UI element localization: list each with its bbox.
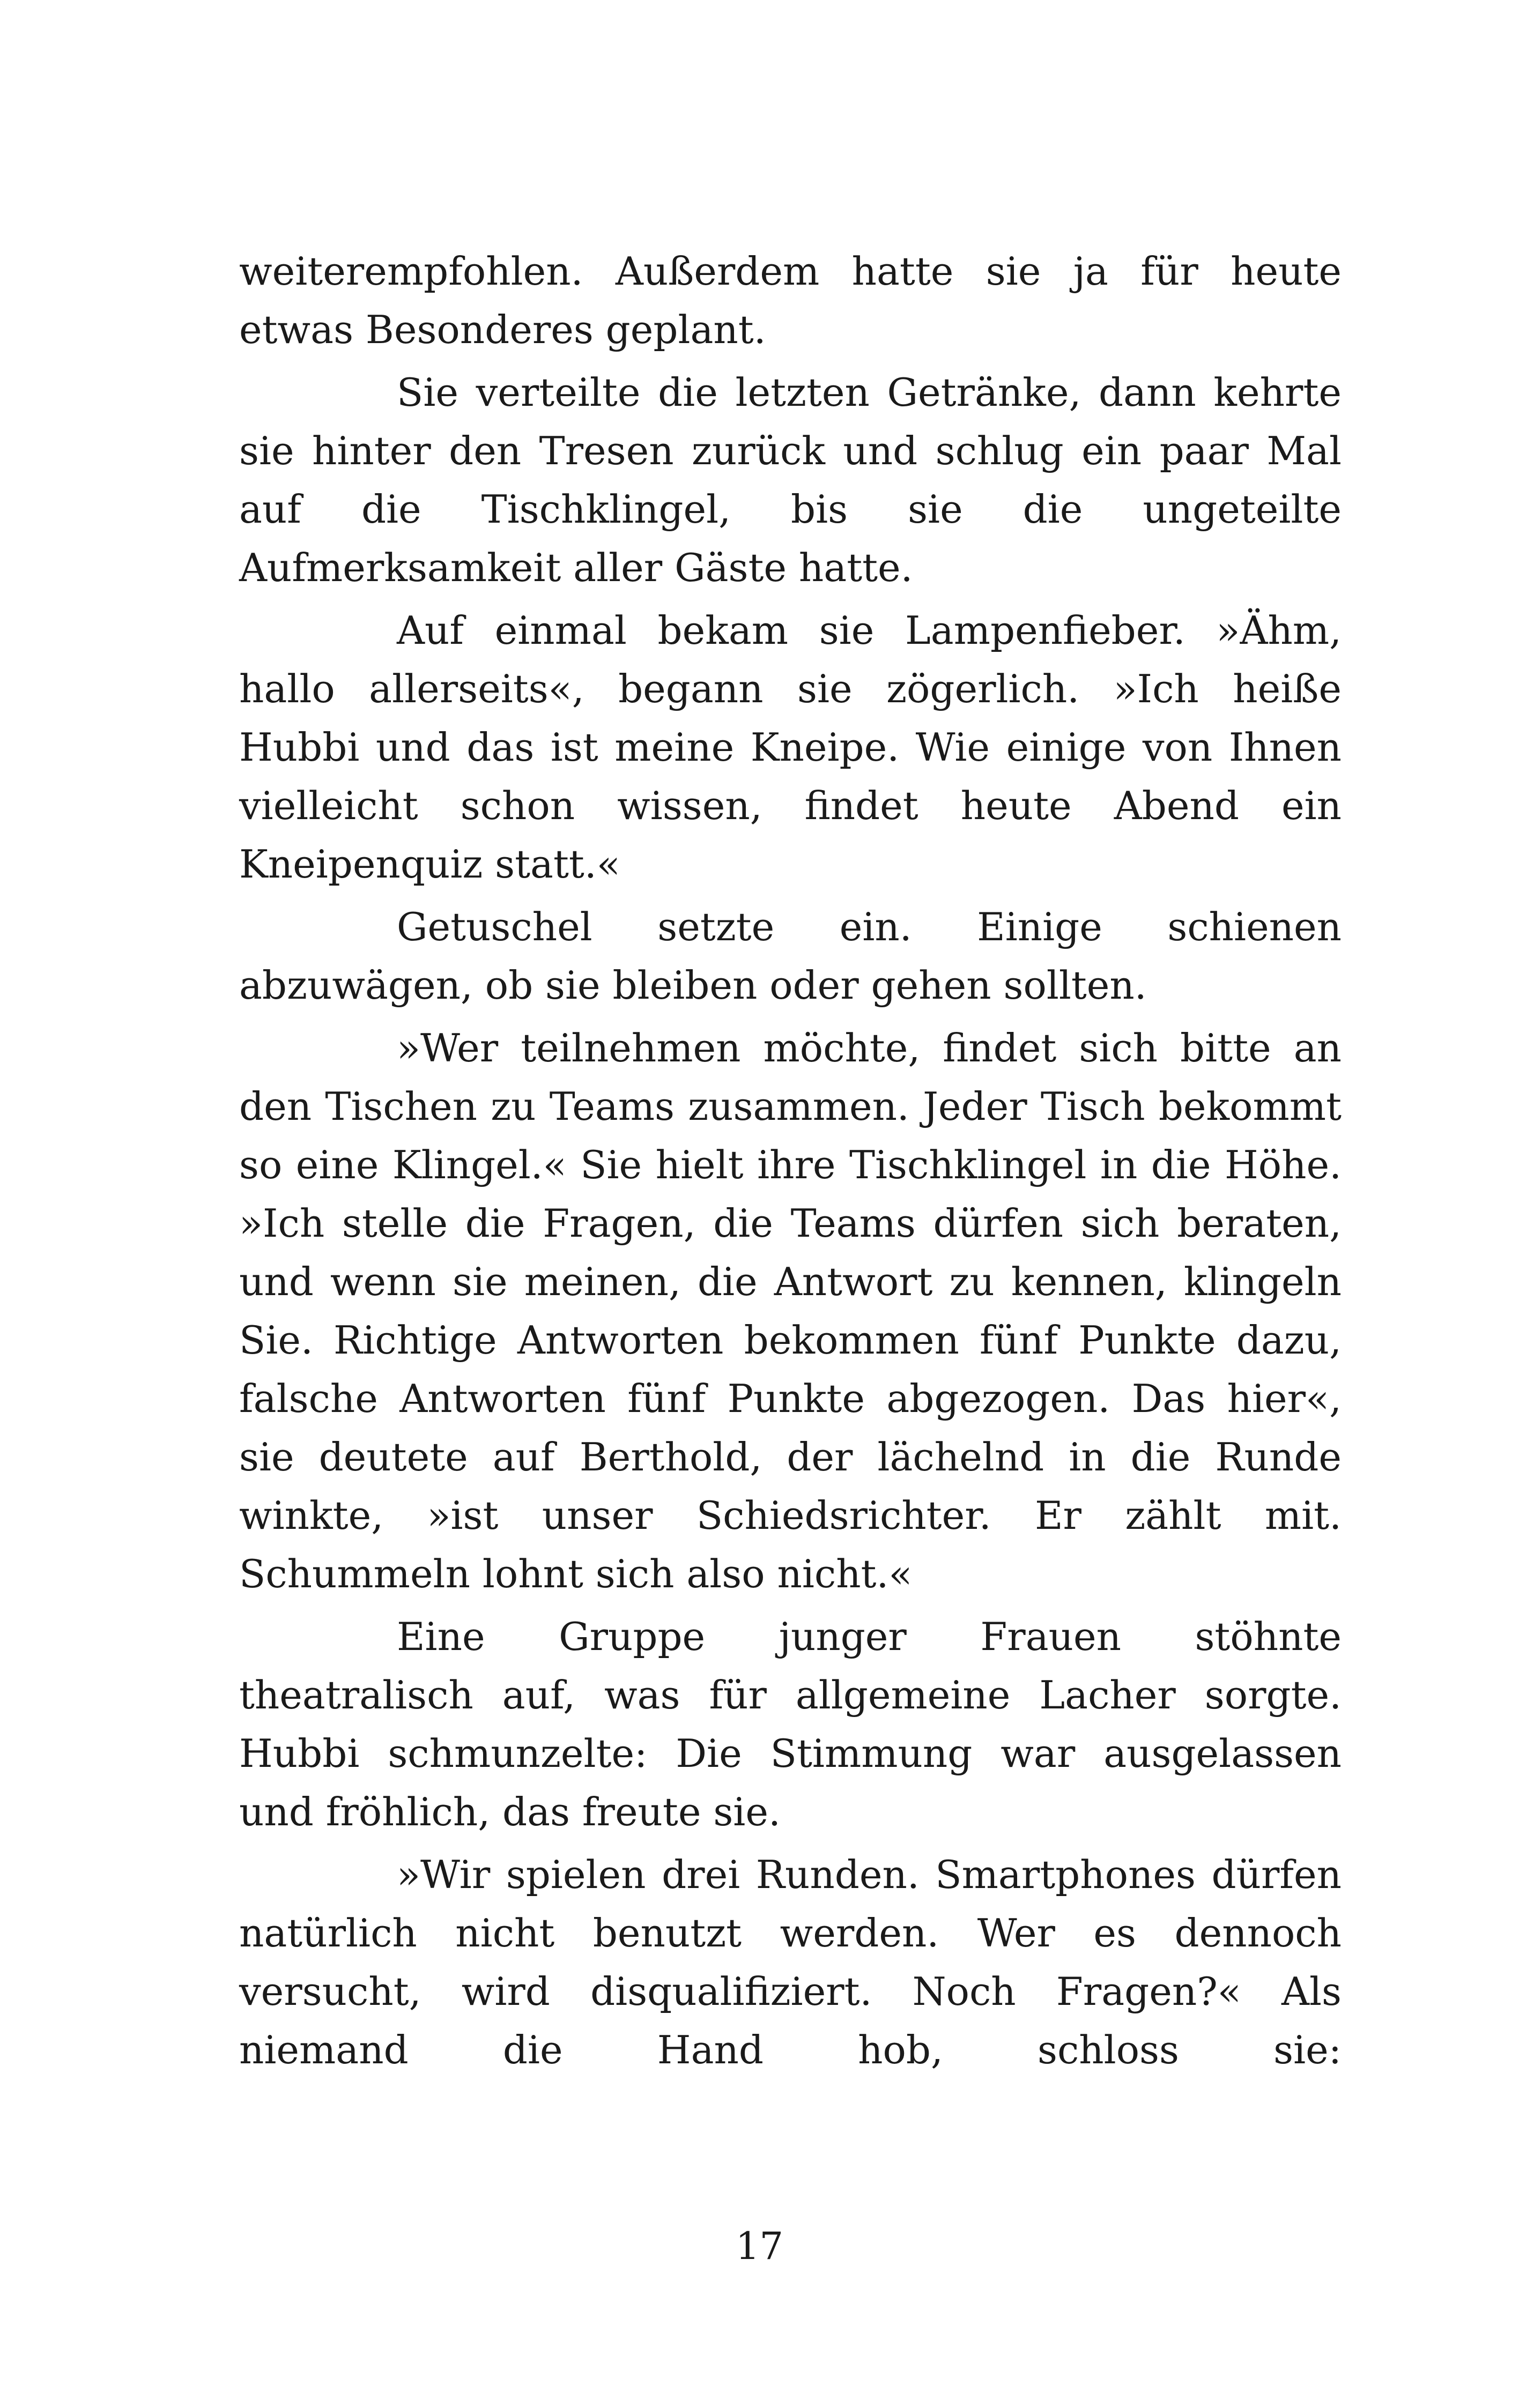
paragraph: Auf einmal bekam sie Lampenfieber. »Ähm, hallo allerseits«, begann sie zögerlich. »Ich heiße Hubbi und das ist meine Kneipe. Wie einige von Ihnen vielleicht schon wissen, findet heute Abend ein Kneipenquiz statt.« (239, 608, 1342, 887)
body-text (239, 242, 1342, 2084)
paragraph: weiterempfohlen. Außerdem hatte sie ja für heute etwas Besonderes geplant. (239, 249, 1342, 352)
page-number: 17 (735, 2224, 784, 2268)
paragraph: Sie verteilte die letzten Getränke, dann kehrte sie hinter den Tresen zurück und schlug ein paar Mal auf die Tischklingel, bis sie die ungeteilte Aufmerksamkeit aller Gäste hatte. (239, 370, 1342, 590)
paragraph: »Wer teilnehmen möchte, findet sich bitte an den Tischen zu Teams zusammen. Jeder Tisch bekommt so eine Klingel.« Sie hielt ihre Tischklingel in die Höhe. »Ich stelle die Fragen, die Teams dürfen sich beraten, und wenn sie meinen, die Antwort zu kennen, klingeln Sie. Richtige Antworten bekommen fünf Punkte dazu, falsche Antworten fünf Punkte abgezogen. Das hier«, sie deutete auf Berthold, der lächelnd in die Runde winkte, »ist unser Schiedsrichter. Er zählt mit. Schummeln lohnt sich also nicht.« (239, 1025, 1342, 1596)
paragraph: Eine Gruppe junger Frauen stöhnte theatralisch auf, was für allgemeine Lacher sorgte. Hubbi schmunzelte: Die Stimmung war ausgelassen und fröhlich, das freute sie. (239, 1614, 1342, 1834)
paragraph: Getuschel setzte ein. Einige schienen abzuwägen, ob sie bleiben oder gehen sollten. (239, 904, 1342, 1008)
paragraph: »Wir spielen drei Runden. Smartphones dürfen natürlich nicht benutzt werden. Wer es dennoch versucht, wird disqualifiziert. Noch Fragen?« Als niemand die Hand hob, schloss sie: (239, 1852, 1342, 2072)
